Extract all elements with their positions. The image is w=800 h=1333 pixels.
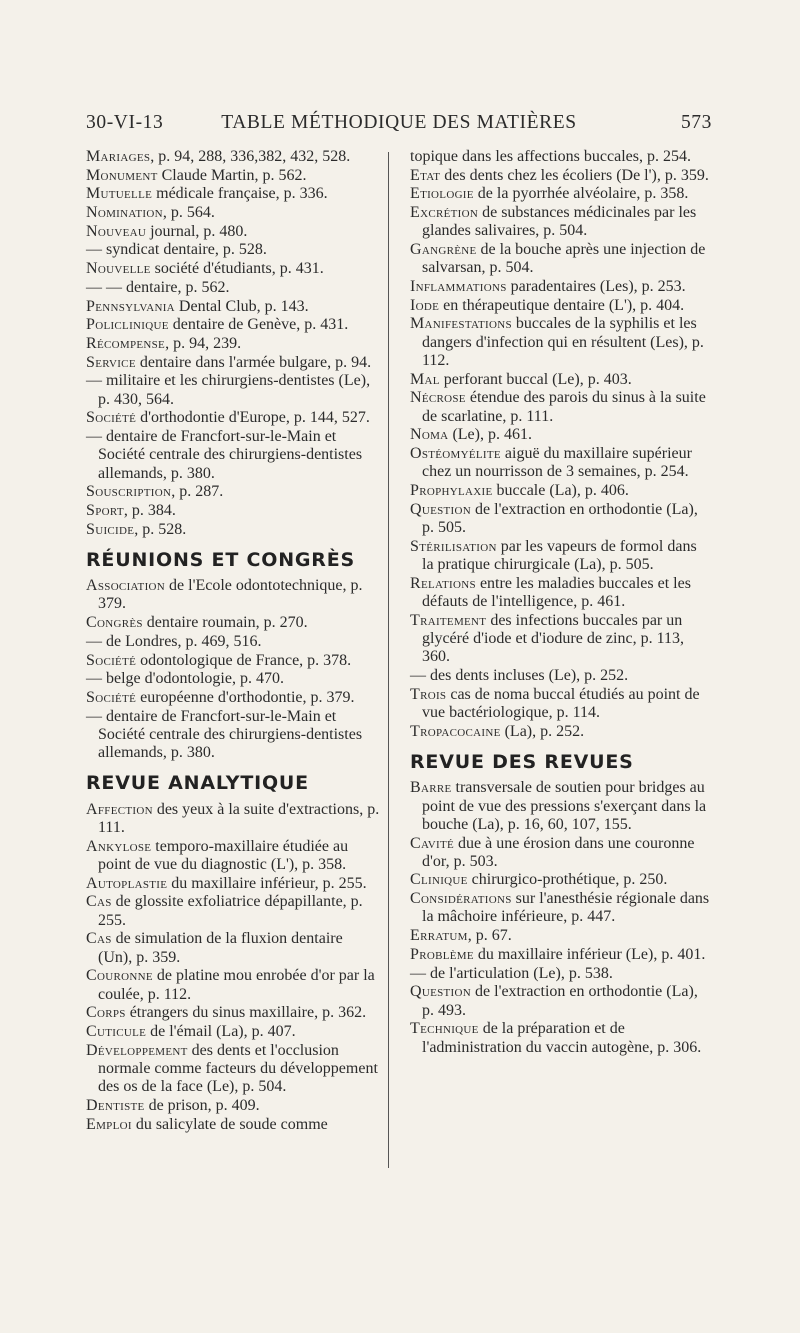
entry-text: étendue des parois du sinus à la suite de scarlatine, p. 111. [422,389,706,425]
index-entry [410,241,710,278]
index-entry [86,148,380,166]
header-date: 30-VI-13 [86,112,164,133]
entry-text: de la pyorrhée alvéolaire, p. 358. [473,185,689,203]
index-entry [410,204,710,241]
index-entry [410,315,710,370]
index-entry [86,1097,380,1115]
index-entry [410,965,710,983]
index-entry [410,890,710,927]
entry-keyword: Ostéomyélite [410,445,501,463]
index-entry [86,298,380,316]
entry-keyword: Prophylaxie [410,482,493,500]
index-entry [86,428,380,483]
entry-keyword: Barre [410,779,452,797]
entry-keyword: Mal [410,370,440,388]
entry-text: dentaire de Genève, p. 431. [168,316,349,334]
index-entry [86,279,380,297]
entry-text: médicale française, p. 336. [152,185,328,203]
entry-keyword: Récompense [86,334,166,352]
entry-keyword: Manifestations [410,315,512,333]
index-entry [86,689,380,707]
entry-keyword: Pennsylvania [86,297,175,315]
entry-keyword: Service [86,353,136,371]
entry-keyword: Relations [410,574,476,592]
entry-keyword: Emploi [86,1115,132,1133]
entry-keyword: Traitement [410,611,487,629]
index-entry [410,723,710,741]
index-entry [86,502,380,520]
left-column [86,148,380,1134]
entry-text: topique dans les affections buccales, p. 254. [410,148,691,165]
index-entry [410,686,710,723]
right-column [410,148,710,1057]
entry-keyword: Etiologie [410,185,474,203]
entry-keyword: Policlinique [86,316,169,334]
entry-keyword: Monument [86,166,158,184]
entry-text: — militaire et les chirurgiens-dentistes (Le), p. 430, 564. [86,372,371,408]
entry-keyword: Nouvelle [86,260,151,278]
entry-text: , p. 94, 239. [165,334,242,352]
entry-text: dentaire dans l'armée bulgare, p. 94. [135,353,372,371]
entry-text: cas de noma buccal étudiés au point de vue bactériologique, p. 114. [422,685,700,721]
entry-text: journal, p. 480. [146,222,248,240]
index-entry [410,946,710,964]
index-entry [86,1042,380,1097]
index-entry [410,871,710,889]
entry-keyword: Excrétion [410,204,479,222]
entry-text: — — dentaire, p. 562. [86,278,230,296]
entry-text: de substances médicinales par les glandes salivaires, p. 504. [422,204,697,240]
index-entry [410,835,710,872]
index-entry [86,1004,380,1022]
entry-text: — de l'articulation (Le), p. 538. [410,964,613,982]
entry-keyword: Iode [410,296,440,314]
entry-text: de la préparation et de l'administration du vaccin autogène, p. 306. [422,1020,702,1056]
entry-text: de l'extraction en orthodontie (La), p. 505. [422,500,698,537]
page-header [86,112,712,142]
entry-text: entre les maladies buccales et les défauts de l'intelligence, p. 461. [422,574,691,610]
entry-text: (Le), p. 461. [448,426,532,444]
entry-text: du salicylate de soude comme [131,1115,328,1133]
entry-keyword: Cavité [410,834,455,852]
entry-text: de simulation de la fluxion dentaire (Un), p. 359. [98,930,343,966]
index-entry [410,983,710,1020]
index-entry [410,445,710,482]
index-entry [86,893,380,930]
entry-keyword: Société [86,409,137,427]
entry-text: due à une érosion dans une couronne d'or, p. 503. [422,834,695,870]
index-entry [86,409,380,427]
entry-keyword: Mariages [86,148,151,165]
index-entry [86,1023,380,1041]
entry-text: des infections buccales par un glycéré d'iode et d'iodure de zinc, p. 113, 360. [422,611,684,666]
entry-text: sur l'anesthésie régionale dans la mâchoire inférieure, p. 447. [422,890,710,926]
entry-text: de glossite exfoliatrice dépapillante, p. 255. [98,893,363,929]
index-entry [410,612,710,667]
entry-text: aiguë du maxillaire supérieur chez un nourrisson de 3 semaines, p. 254. [422,445,692,481]
entry-keyword: Clinique [410,871,468,889]
index-entry [86,185,380,203]
entry-keyword: Nouveau [86,222,147,240]
entry-text: — belge d'odontologie, p. 470. [86,670,284,688]
index-entry [86,577,380,614]
entry-text: étrangers du sinus maxillaire, p. 362. [125,1004,367,1022]
entry-keyword: Etat [410,166,441,184]
entry-keyword: Sport [86,501,124,519]
index-entry [410,779,710,834]
index-entry [410,1020,710,1057]
entry-keyword: Gangrène [410,241,477,259]
index-entry [86,335,380,353]
entry-text: de l'extraction en orthodontie (La), p. 493. [422,983,698,1019]
section-heading: REVUE DES REVUES [410,750,634,773]
entry-text: , p. 564. [162,204,215,222]
entry-keyword: Considérations [410,890,512,908]
entry-text: de l'Ecole odontotechnique, p. 379. [98,577,363,613]
index-entry [410,927,710,945]
index-entry [86,1116,380,1134]
index-entry [410,426,710,444]
entry-keyword: Cuticule [86,1023,147,1041]
entry-text: Claude Martin, p. 562. [157,166,307,184]
entry-keyword: Noma [410,426,449,444]
index-entry [410,389,710,426]
entry-text: odontologique de France, p. 378. [136,651,352,669]
entry-text: société d'étudiants, p. 431. [150,260,324,278]
entry-text: de platine mou enrobée d'or par la coulée, p. 112. [98,967,375,1003]
entry-text: — dentaire de Francfort-sur-le-Main et Société centrale des chirurgiens-dentistes allemands, p. 380. [86,707,363,762]
entry-keyword: Congrès [86,614,143,632]
entry-text: des dents chez les écoliers (De l'), p. 359. [440,166,709,184]
entry-keyword: Ankylose [86,837,152,855]
entry-text: de la bouche après une injection de salvarsan, p. 504. [422,241,706,277]
section-heading: REVUE ANALYTIQUE [86,772,309,795]
entry-text: , p. 94, 288, 336,382, 432, 528. [150,148,351,165]
entry-text: buccale (La), p. 406. [492,482,629,500]
entry-keyword: Problème [410,945,474,963]
entry-keyword: Société [86,651,137,669]
entry-keyword: Suicide [86,520,135,538]
index-entry [410,167,710,185]
index-entry [86,652,380,670]
entry-keyword: Mutuelle [86,185,153,203]
index-entry [410,371,710,389]
entry-keyword: Technique [410,1020,479,1038]
entry-keyword: Erratum [410,927,468,945]
index-entry [410,148,710,166]
section-heading: RÉUNIONS ET CONGRÈS [86,548,356,571]
entry-keyword: Inflammations [410,278,507,296]
entry-text: — dentaire de Francfort-sur-le-Main et Société centrale des chirurgiens-dentistes allemands, p. 380. [86,427,363,482]
entry-text: par les vapeurs de formol dans la pratique chirurgicale (La), p. 505. [422,537,697,573]
entry-keyword: Stérilisation [410,537,497,555]
entry-text: — des dents incluses (Le), p. 252. [410,666,629,684]
entry-text: perforant buccal (Le), p. 403. [439,370,632,388]
index-entry [410,667,710,685]
entry-keyword: Cas [86,930,112,948]
index-entry [86,521,380,539]
entry-text: du maxillaire inférieur, p. 255. [167,874,367,892]
index-entry [86,167,380,185]
index-entry [86,875,380,893]
index-entry [410,538,710,575]
entry-text: des dents et l'occlusion normale comme facteurs du développement des os de la face (Le), p. 504. [98,1041,378,1096]
entry-text: européenne d'orthodontie, p. 379. [136,688,355,706]
entry-text: buccales de la syphilis et les dangers d'infection qui en résultent (Les), p. 112. [422,315,704,369]
entry-keyword: Trois [410,685,447,703]
entry-keyword: Souscription [86,483,172,501]
page-number: 573 [680,112,712,133]
entry-keyword: Question [410,500,472,518]
index-entry [86,967,380,1004]
entry-keyword: Association [86,577,166,595]
entry-keyword: Couronne [86,967,153,985]
entry-keyword: Affection [86,800,153,818]
entry-text: , p. 67. [467,927,512,945]
entry-keyword: Cas [86,893,112,911]
entry-text: dentaire roumain, p. 270. [142,614,308,632]
entry-keyword: Autoplastie [86,874,168,892]
entry-text: paradentaires (Les), p. 253. [506,278,686,296]
entry-text: en thérapeutique dentaire (L'), p. 404. [439,296,685,314]
entry-keyword: Corps [86,1004,126,1022]
index-entry [86,354,380,372]
entry-text: du maxillaire inférieur (Le), p. 401. [473,945,706,963]
index-entry [410,278,710,296]
index-entry [86,670,380,688]
entry-keyword: Nécrose [410,389,466,407]
index-entry [86,241,380,259]
entry-keyword: Nomination [86,204,163,222]
entry-text: — syndicat dentaire, p. 528. [86,241,267,259]
entry-text: (La), p. 252. [500,722,585,740]
index-entry [86,316,380,334]
index-entry [86,372,380,409]
entry-text: , p. 528. [134,520,187,538]
entry-text: d'orthodontie d'Europe, p. 144, 527. [136,409,370,427]
index-entry [86,204,380,222]
entry-text: transversale de soutien pour bridges au point de vue des pressions s'exerçant dans la bouche (La), p. 16, 60, 107, 155. [422,779,707,833]
index-entry [410,482,710,500]
index-entry [86,708,380,763]
index-entry [410,501,710,538]
index-entry [86,930,380,967]
entry-keyword: Question [410,983,472,1001]
index-entry [86,260,380,278]
column-divider [388,152,389,1168]
entry-keyword: Dentiste [86,1097,145,1115]
entry-text: de l'émail (La), p. 407. [146,1023,296,1041]
entry-text: de prison, p. 409. [144,1097,260,1115]
entry-text: Dental Club, p. 143. [174,297,309,315]
entry-text: , p. 287. [171,483,224,501]
index-entry [86,633,380,651]
header-title: TABLE MÉTHODIQUE DES MATIÈRES [221,112,577,133]
index-entry [410,575,710,612]
index-entry [410,297,710,315]
index-entry [86,801,380,838]
entry-keyword: Développement [86,1041,188,1059]
entry-keyword: Tropacocaine [410,722,501,740]
entry-text: chirurgico-prothétique, p. 250. [467,871,668,889]
entry-text: temporo-maxillaire étudiée au point de vue du diagnostic (L'), p. 358. [98,837,349,874]
entry-keyword: Société [86,688,137,706]
entry-text: — de Londres, p. 469, 516. [86,632,262,650]
index-entry [410,185,710,203]
index-entry [86,483,380,501]
entry-text: , p. 384. [123,501,176,519]
entry-text: des yeux à la suite d'extractions, p. 111. [98,800,380,837]
index-entry [86,223,380,241]
index-entry [86,838,380,875]
index-entry [86,614,380,632]
